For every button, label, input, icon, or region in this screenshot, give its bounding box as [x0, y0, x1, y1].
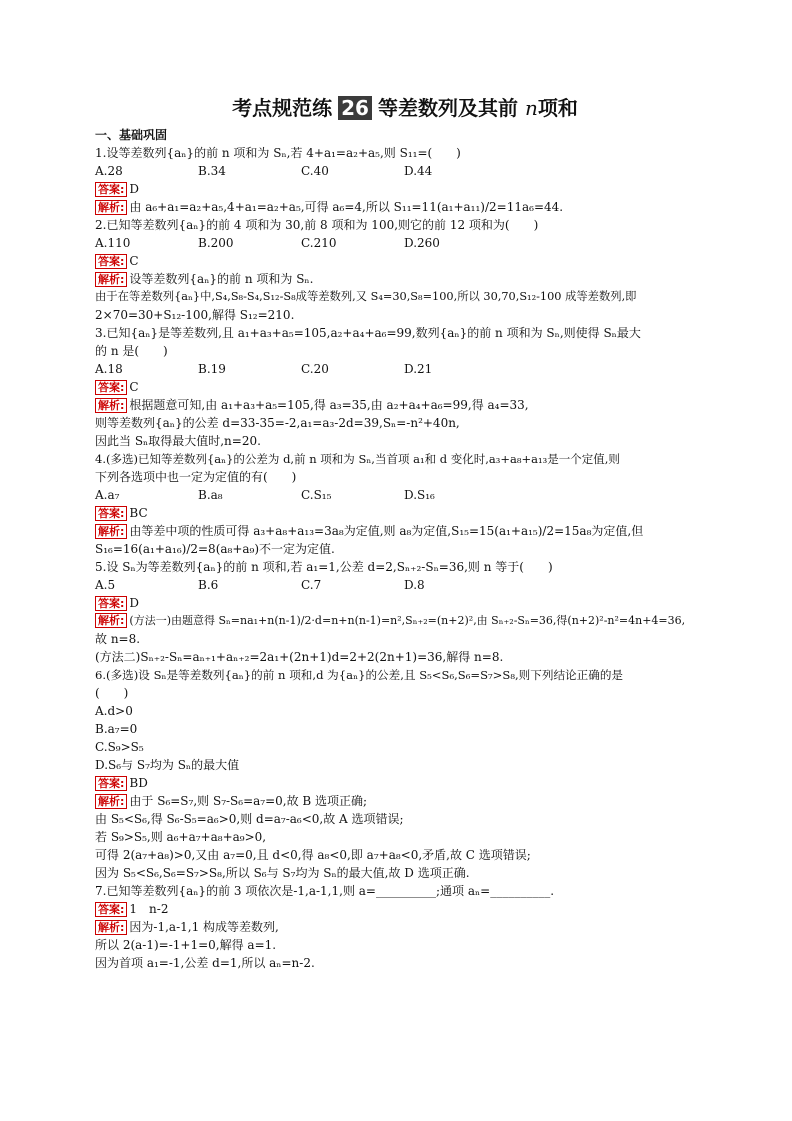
q4-option-a: A.a₇ — [95, 488, 120, 502]
analysis-label: 解析: — [95, 200, 127, 215]
q3-analysis-line: 根据题意可知,由 a₁+a₃+a₅=105,得 a₃=35,由 a₂+a₄+a₆=99,得 a₄=33, — [129, 398, 529, 412]
q6-analysis-line: 可得 2(a₇+a₈)>0,又由 a₇=0,且 d<0,得 a₈<0,即 a₇+a₈<0,矛盾,故 C 选项错误; — [95, 848, 531, 862]
q5-stem: 5.设 Sₙ为等差数列{aₙ}的前 n 项和,若 a₁=1,公差 d=2,Sₙ₊₂-Sₙ=36,则 n 等于( ) — [95, 560, 553, 574]
title-variable: n — [524, 96, 538, 120]
answer-label: 答案: — [95, 254, 127, 269]
q7-analysis — [95, 918, 715, 936]
answer-label: 答案: — [95, 182, 127, 197]
q4-option-c: C.S₁₅ — [301, 488, 332, 502]
q3-option-b: B.19 — [198, 362, 226, 376]
q3-stem-line: 的 n 是( ) — [95, 344, 168, 358]
page-title — [95, 92, 715, 124]
q6-option-c: C.S₉>S₅ — [95, 740, 144, 754]
q2-answer — [95, 252, 715, 270]
q1-answer-value: D — [129, 182, 140, 196]
q2-analysis-line: 设等差数列{aₙ}的前 n 项和为 Sₙ. — [129, 272, 314, 286]
answer-label: 答案: — [95, 596, 127, 611]
title-number-badge: 26 — [338, 96, 372, 120]
q1-stem: 1.设等差数列{aₙ}的前 n 项和为 Sₙ,若 4+a₁=a₂+a₅,则 S₁₁=( ) — [95, 146, 461, 160]
q6-analysis-line: 因为 S₅<S₆,S₆=S₇>S₈,所以 S₆与 S₇均为 Sₙ的最大值,故 D 选项正确. — [95, 866, 470, 880]
q6-analysis-line: 由 S₅<S₆,得 S₆-S₅=a₆>0,则 d=a₇-a₆<0,故 A 选项错误; — [95, 812, 404, 826]
q2-option-c: C.210 — [301, 236, 337, 250]
q1-options — [95, 162, 715, 180]
q5-analysis — [95, 612, 715, 630]
q5-analysis-line: (方法二)Sₙ₊₂-Sₙ=aₙ₊₁+aₙ₊₂=2a₁+(2n+1)d=2+2(2n+1)=36,解得 n=8. — [95, 650, 504, 664]
analysis-label: 解析: — [95, 272, 127, 287]
q2-analysis-line: 由于在等差数列{aₙ}中,S₄,S₈-S₄,S₁₂-S₈成等差数列,又 S₄=30,S₈=100,所以 30,70,S₁₂-100 成等差数列,即 — [95, 290, 637, 303]
q3-answer-value: C — [129, 380, 139, 394]
q5-option-b: B.6 — [198, 578, 219, 592]
q6-option-d: D.S₆与 S₇均为 Sₙ的最大值 — [95, 758, 240, 772]
q7-analysis-line: 因为-1,a-1,1 构成等差数列, — [129, 920, 279, 934]
q4-analysis — [95, 522, 715, 540]
q7-answer-value: 1 n-2 — [129, 902, 169, 916]
q5-option-c: C.7 — [301, 578, 322, 592]
q6-stem-line: 6.(多选)设 Sₙ是等差数列{aₙ}的前 n 项和,d 为{aₙ}的公差,且 S₅<S₆,S₆=S₇>S₈,则下列结论正确的是 — [95, 668, 624, 682]
answer-label: 答案: — [95, 902, 127, 917]
analysis-label: 解析: — [95, 524, 127, 539]
document-page — [95, 92, 715, 972]
q3-stem-line: 3.已知{aₙ}是等差数列,且 a₁+a₃+a₅=105,a₂+a₄+a₆=99,数列{aₙ}的前 n 项和为 Sₙ,则使得 Sₙ最大 — [95, 326, 641, 340]
q3-options — [95, 360, 715, 378]
q4-answer — [95, 504, 715, 522]
q3-answer — [95, 378, 715, 396]
q5-option-a: A.5 — [95, 578, 116, 592]
q4-stem-line: 下列各选项中也一定为定值的有( ) — [95, 470, 297, 484]
q3-option-d: D.21 — [404, 362, 433, 376]
q3-option-a: A.18 — [95, 362, 123, 376]
q4-answer-value: BC — [129, 506, 148, 520]
q6-option-b: B.a₇=0 — [95, 722, 138, 736]
q6-analysis-line: 若 S₉>S₅,则 a₆+a₇+a₈+a₉>0, — [95, 830, 267, 844]
q2-stem: 2.已知等差数列{aₙ}的前 4 项和为 30,前 8 项和为 100,则它的前 12 项和为( ) — [95, 218, 539, 232]
q1-option-a: A.28 — [95, 164, 123, 178]
q2-option-d: D.260 — [404, 236, 440, 250]
q5-answer-value: D — [129, 596, 140, 610]
section-heading: 一、基础巩固 — [95, 128, 168, 142]
q7-answer — [95, 900, 715, 918]
q3-option-c: C.20 — [301, 362, 329, 376]
analysis-label: 解析: — [95, 794, 127, 809]
q4-options — [95, 486, 715, 504]
q6-analysis-line: 由于 S₆=S₇,则 S₇-S₆=a₇=0,故 B 选项正确; — [129, 794, 368, 808]
q6-answer — [95, 774, 715, 792]
analysis-label: 解析: — [95, 398, 127, 413]
q3-analysis — [95, 396, 715, 414]
q2-analysis-line: 2×70=30+S₁₂-100,解得 S₁₂=210. — [95, 308, 295, 322]
q6-stem-line: ( ) — [95, 686, 129, 700]
q4-analysis-line: S₁₆=16(a₁+a₁₆)/2=8(a₈+a₉)不一定为定值. — [95, 542, 335, 556]
q4-stem-line: 4.(多选)已知等差数列{aₙ}的公差为 d,前 n 项和为 Sₙ,当首项 a₁和 d 变化时,a₃+a₈+a₁₃是一个定值,则 — [95, 452, 620, 466]
answer-label: 答案: — [95, 506, 127, 521]
title-main: 等差数列及其前 — [377, 96, 518, 120]
q2-analysis — [95, 270, 715, 288]
q2-answer-value: C — [129, 254, 139, 268]
q3-analysis-line: 因此当 Sₙ取得最大值时,n=20. — [95, 434, 261, 448]
q5-analysis-line: 故 n=8. — [95, 632, 141, 646]
q6-answer-value: BD — [129, 776, 148, 790]
q7-stem: 7.已知等差数列{aₙ}的前 3 项依次是-1,a-1,1,则 a=__________;通项 aₙ=__________. — [95, 884, 555, 898]
answer-label: 答案: — [95, 380, 127, 395]
q3-analysis-line: 则等差数列{aₙ}的公差 d=33-35=-2,a₁=a₃-2d=39,Sₙ=-n²+40n, — [95, 416, 460, 430]
q6-analysis — [95, 792, 715, 810]
q7-analysis-line: 因为首项 a₁=-1,公差 d=1,所以 aₙ=n-2. — [95, 956, 315, 970]
q5-options — [95, 576, 715, 594]
q5-analysis-line: (方法一)由题意得 Sₙ=na₁+n(n-1)/2·d=n+n(n-1)=n²,Sₙ₊₂=(n+2)²,由 Sₙ₊₂-Sₙ=36,得(n+2)²-n²=4n+4=36, — [129, 614, 686, 627]
q1-option-b: B.34 — [198, 164, 226, 178]
answer-label: 答案: — [95, 776, 127, 791]
q1-answer — [95, 180, 715, 198]
analysis-label: 解析: — [95, 613, 127, 628]
title-prefix: 考点规范练 — [232, 96, 333, 120]
q1-analysis-line: 由 a₆+a₁=a₂+a₅,4+a₁=a₂+a₅,可得 a₆=4,所以 S₁₁=11(a₁+a₁₁)/2=11a₆=44. — [129, 200, 564, 214]
q4-option-d: D.S₁₆ — [404, 488, 435, 502]
q2-option-a: A.110 — [95, 236, 131, 250]
q2-option-b: B.200 — [198, 236, 234, 250]
title-suffix: 项和 — [537, 96, 578, 120]
q2-options — [95, 234, 715, 252]
q5-answer — [95, 594, 715, 612]
q1-option-d: D.44 — [404, 164, 433, 178]
q7-analysis-line: 所以 2(a-1)=-1+1=0,解得 a=1. — [95, 938, 277, 952]
analysis-label: 解析: — [95, 920, 127, 935]
q1-analysis — [95, 198, 715, 216]
q4-option-b: B.a₈ — [198, 488, 223, 502]
q1-option-c: C.40 — [301, 164, 329, 178]
q4-analysis-line: 由等差中项的性质可得 a₃+a₈+a₁₃=3a₈为定值,则 a₈为定值,S₁₅=15(a₁+a₁₅)/2=15a₈为定值,但 — [129, 524, 644, 538]
q5-option-d: D.8 — [404, 578, 425, 592]
q6-option-a: A.d>0 — [95, 704, 133, 718]
